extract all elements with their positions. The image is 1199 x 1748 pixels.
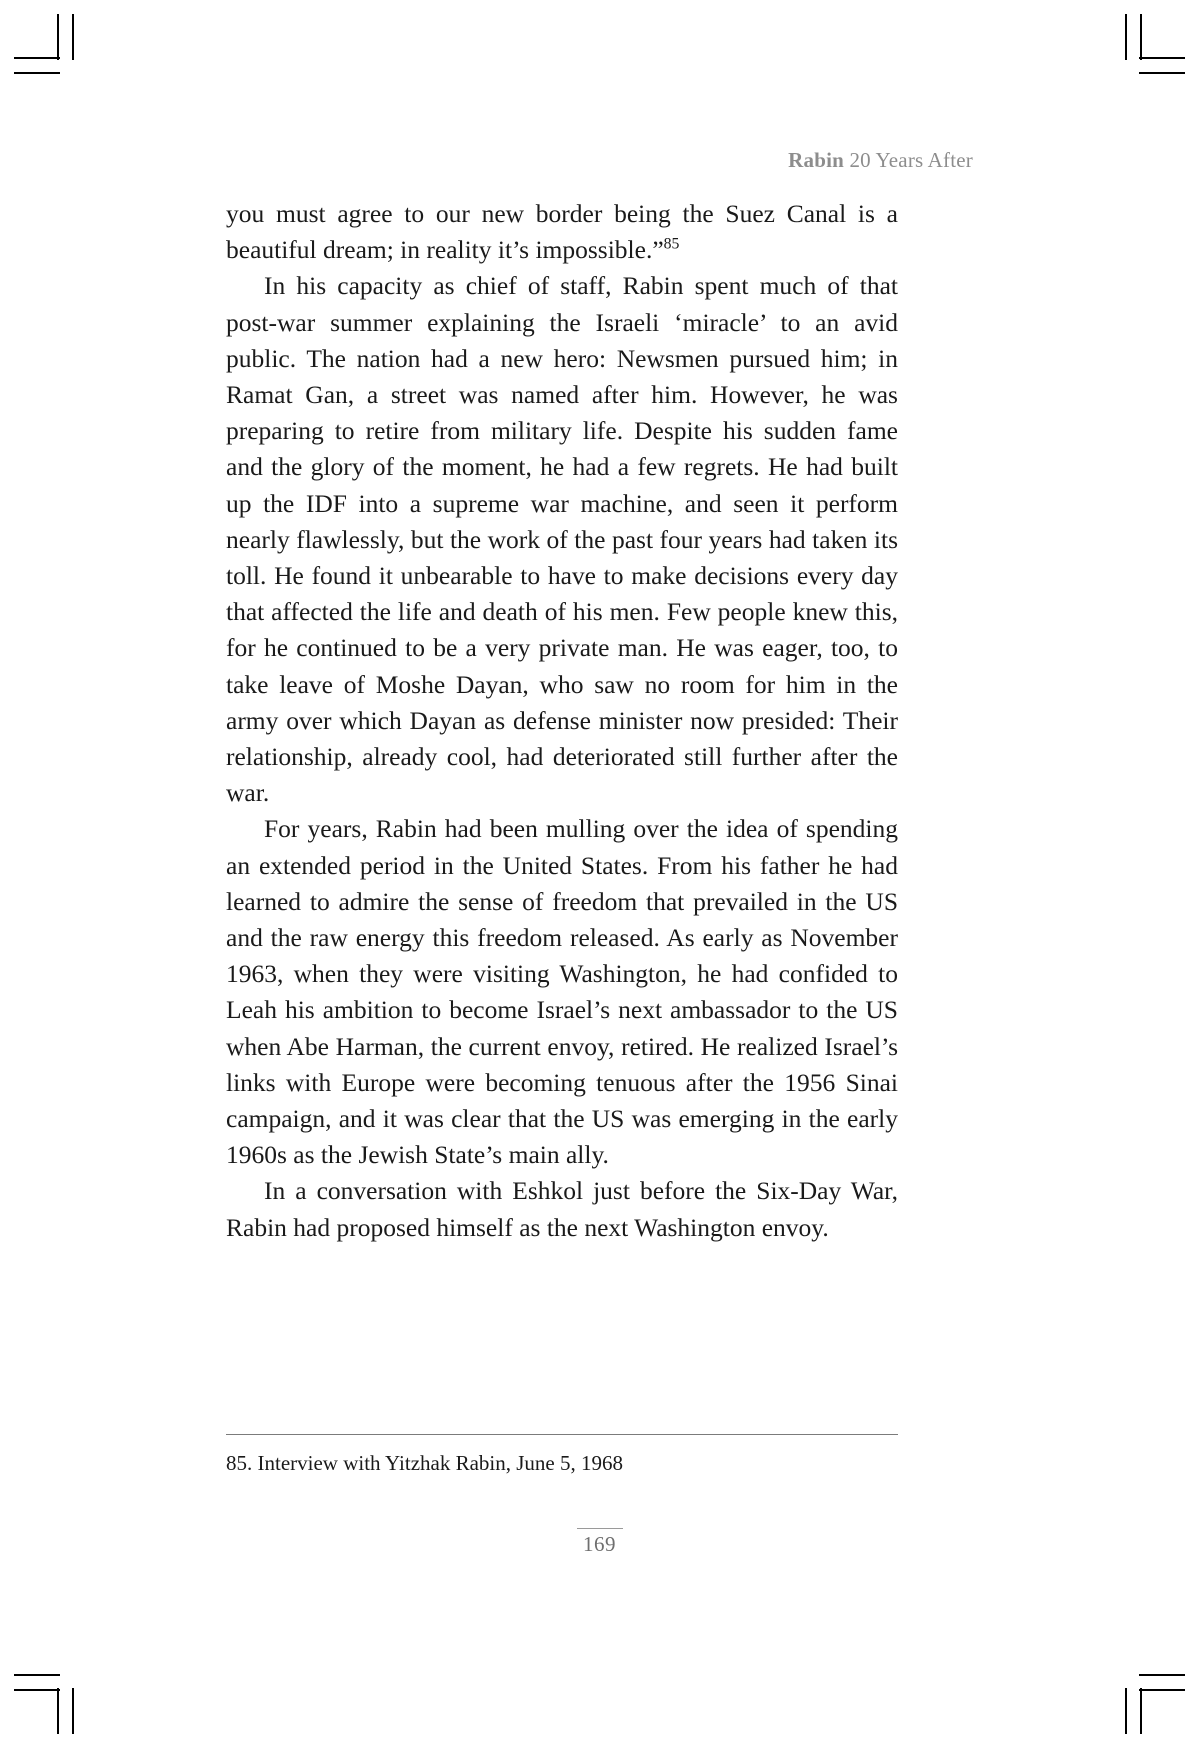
crop-mark-bottom-left-horizontal: [14, 1689, 60, 1691]
footnote-85: 85. Interview with Yitzhak Rabin, June 5, 1968: [226, 1451, 623, 1475]
page-number: 169: [583, 1532, 616, 1556]
crop-mark-top-left-vertical: [57, 14, 59, 60]
crop-mark-bottom-right-vertical: [1140, 1688, 1142, 1734]
crop-mark-bottom-right-vertical-2: [1125, 1688, 1127, 1734]
crop-mark-top-right-vertical: [1140, 14, 1142, 60]
running-head-title: Rabin: [788, 148, 844, 172]
crop-mark-bottom-right-horizontal: [1139, 1689, 1185, 1691]
crop-mark-bottom-left-vertical-2: [72, 1688, 74, 1734]
paragraph-2: In his capacity as chief of staff, Rabin spent much of that post-war summer explaining the Israeli ‘miracle’ to an avid public. The nation had a new hero: Newsmen pursued him; in Ramat Gan, a street was named after him. However, he was preparing to retire from military life. Despite his sudden fame and the glory of the moment, he had a few regrets. He had built up the IDF into a supreme war machine, and seen it perform nearly flawlessly, but the work of the past four years had taken its toll. He found it unbearable to have to make decisions every day that affected the life and death of his men. Few people knew this, for he continued to be a very private man. He was eager, too, to take leave of Moshe Dayan, who saw no room for him in the army over which Dayan as defense minister now presided: Their relationship, already cool, had deteriorated still further after the war.: [226, 271, 898, 808]
crop-mark-bottom-left-vertical: [57, 1688, 59, 1734]
page-text-block: [226, 196, 898, 1246]
footnote-separator: [226, 1434, 898, 1435]
paragraph-3: For years, Rabin had been mulling over the idea of spending an extended period in the United States. From his father he had learned to admire the sense of freedom that prevailed in the US and the raw energy this freedom released. As early as November 1963, when they were visiting Washington, he had confided to Leah his ambition to become Israel’s next ambassador to the US when Abe Harman, the current envoy, retired. He realized Israel’s links with Europe were becoming tenuous after the 1956 Sinai campaign, and it was clear that the US was emerging in the early 1960s as the Jewish State’s main ally.: [226, 814, 898, 1170]
folio-area: [0, 1528, 1199, 1557]
crop-mark-bottom-left-horizontal-2: [14, 1674, 60, 1676]
crop-mark-top-left-horizontal-2: [14, 72, 60, 74]
folio-rule: [577, 1528, 623, 1529]
crop-mark-top-right-vertical-2: [1125, 14, 1127, 60]
crop-mark-top-left-horizontal: [14, 57, 60, 59]
paragraph-1-text: you must agree to our new border being the Suez Canal is a beautiful dream; in reality it’s impossible.”: [226, 199, 898, 265]
footnote-marker-85: 85: [663, 235, 680, 253]
crop-mark-bottom-right-horizontal-2: [1139, 1674, 1185, 1676]
running-head: [788, 148, 973, 173]
crop-mark-top-right-horizontal: [1139, 57, 1185, 59]
paragraph-continuation: [226, 196, 898, 268]
running-head-subtitle: 20 Years After: [844, 148, 973, 172]
crop-mark-top-left-vertical-2: [72, 14, 74, 60]
crop-mark-top-right-horizontal-2: [1139, 72, 1185, 74]
paragraph-4: In a conversation with Eshkol just before the Six-Day War, Rabin had proposed himself as the next Washington envoy.: [226, 1176, 898, 1242]
